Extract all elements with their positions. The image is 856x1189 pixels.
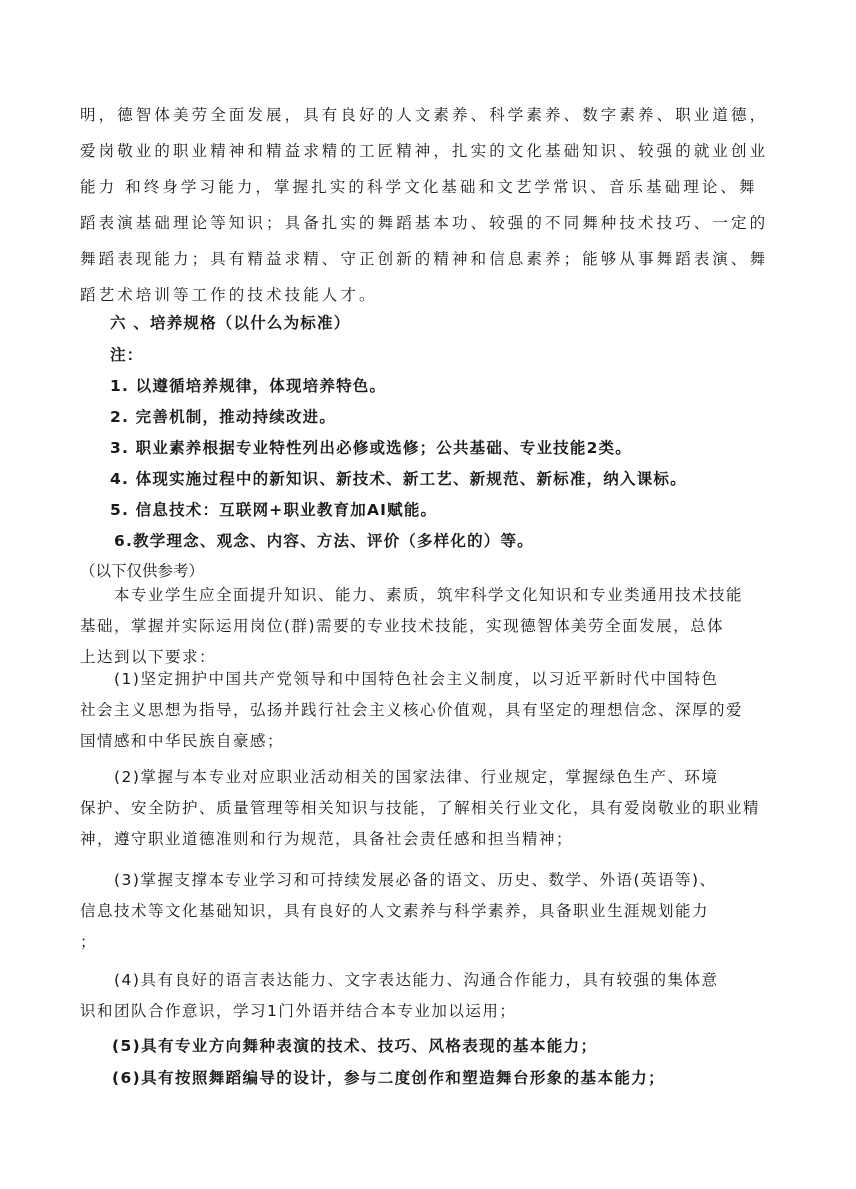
paragraph-line: 保护、安全防护、质量管理等相关知识与技能，了解相关行业文化，具有爱岗敬业的职业精	[80, 799, 761, 817]
paragraph-line: 信息技术等文化基础知识，具有良好的人文素养与科学素养，具备职业生涯规划能力	[80, 902, 710, 920]
paragraph-line: (2)掌握与本专业对应职业活动相关的国家法律、行业规定，掌握绿色生产、环境	[80, 768, 719, 786]
body-paragraph	[80, 580, 760, 673]
paragraph-line: (4)具有良好的语言表达能力、文字表达能力、沟通合作能力，具有较强的集体意	[80, 971, 719, 989]
intro-line: 蹈艺术培训等工作的技术技能人才。	[80, 286, 378, 304]
paragraph-line: (3)掌握支撑本专业学习和可持续发展必备的语文、历史、数学、外语(英语等)、	[80, 871, 717, 889]
note-item: 2. 完善机制，推动持续改进。	[110, 408, 337, 426]
paragraph-line: 国情感和中华民族自豪感；	[80, 732, 285, 750]
paragraph-line: 神，遵守职业道德准则和行为规范，具备社会责任感和担当精神；	[80, 830, 574, 848]
paragraph-line: (1)坚定拥护中国共产党领导和中国特色社会主义制度，以习近平新时代中国特色	[80, 670, 719, 688]
reference-note: （以下仅供参考）	[80, 562, 205, 580]
body-paragraph	[80, 965, 760, 1027]
body-paragraph	[80, 762, 760, 855]
note-label: 注：	[110, 346, 144, 364]
note-item: 6.教学理念、观念、内容、方法、评价（多样化的）等。	[114, 532, 534, 550]
paragraph-line: 社会主义思想为指导，弘扬并践行社会主义核心价值观，具有坚定的理想信念、深厚的爱	[80, 701, 744, 719]
note-item: 3. 职业素养根据专业特性列出必修或选修；公共基础、专业技能2类。	[110, 439, 632, 457]
intro-line: 舞蹈表现能力；具有精益求精、守正创新的精神和信息素养；能够从事舞蹈表演、舞	[80, 250, 769, 268]
paragraph-line: 本专业学生应全面提升知识、能力、素质，筑牢科学文化知识和专业类通用技术技能	[80, 586, 744, 604]
intro-line: 爱岗敬业的职业精神和精益求精的工匠精神，扎实的文化基础知识、较强的就业创业	[80, 142, 769, 160]
intro-line: 明，德智体美劳全面发展，具有良好的人文素养、科学素养、数字素养、职业道德，	[80, 106, 769, 124]
intro-line: 能力 和终身学习能力，掌握扎实的科学文化基础和文艺学常识、音乐基础理论、舞	[80, 178, 758, 196]
body-paragraph	[80, 664, 760, 757]
bold-requirement: (5)具有专业方向舞种表演的技术、技巧、风格表现的基本能力；	[112, 1037, 598, 1055]
paragraph-line: 识和团队合作意识，学习1门外语并结合本专业加以运用；	[80, 1002, 517, 1020]
paragraph-line: 上达到以下要求：	[80, 648, 217, 666]
intro-paragraph	[80, 97, 769, 313]
note-item: 5. 信息技术：互联网+职业教育加AI赋能。	[110, 501, 438, 519]
intro-line: 蹈表演基础理论等知识；具备扎实的舞蹈基本功、较强的不同舞种技术技巧、一定的	[80, 214, 769, 232]
section-heading: 六 、培养规格（以什么为标准）	[110, 314, 351, 332]
note-item: 4. 体现实施过程中的新知识、新技术、新工艺、新规范、新标准，纳入课标。	[110, 470, 687, 488]
note-item: 1. 以遵循培养规律，体现培养特色。	[110, 377, 387, 395]
paragraph-line: ；	[80, 933, 98, 951]
paragraph-line: 基础，掌握并实际运用岗位(群)需要的专业技术技能，实现德智体美劳全面发展，总体	[80, 617, 725, 635]
body-paragraph	[80, 865, 760, 958]
bold-requirement: (6)具有按照舞蹈编导的设计，参与二度创作和塑造舞台形象的基本能力；	[112, 1069, 666, 1087]
